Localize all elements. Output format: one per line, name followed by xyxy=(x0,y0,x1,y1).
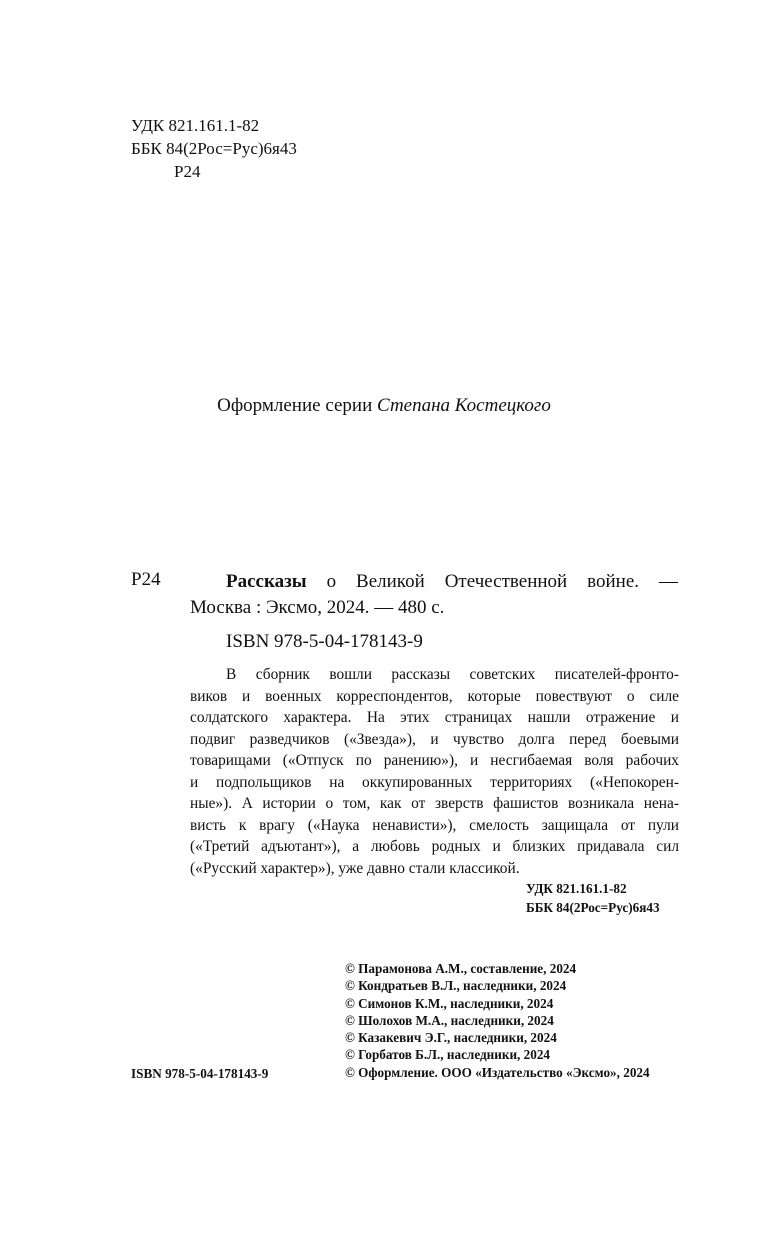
annotation-line: («Русский характер»), уже давно стали классикой. xyxy=(190,859,520,877)
book-title: Рассказы xyxy=(226,571,307,592)
annotation-line: ные»). А истории о том, как от зверств фашистов возникала нена- xyxy=(190,795,679,812)
udk-code: УДК 821.161.1-82 xyxy=(131,116,260,135)
copyright-line: © Казакевич Э.Г., наследники, 2024 xyxy=(345,1030,557,1046)
designer-name: Степана Костецкого xyxy=(377,395,551,416)
copyright-line: © Симонов К.М., наследники, 2024 xyxy=(345,995,554,1011)
bibliographic-record xyxy=(190,569,678,621)
copyright-line: © Горбатов Б.Л., наследники, 2024 xyxy=(345,1047,551,1063)
imprint: Москва : Эксмо, 2024. — 480 с. xyxy=(190,597,445,618)
copyright-line: © Кондратьев В.Л., наследники, 2024 xyxy=(345,978,567,994)
isbn-main: ISBN 978-5-04-178143-9 xyxy=(226,631,423,652)
annotation xyxy=(190,664,679,879)
title-line xyxy=(190,569,678,595)
annotation-classification xyxy=(526,879,660,917)
annotation-line: («Третий адъютант»), а любовь родных и близких придавала сил xyxy=(190,838,679,855)
annotation-line: подвиг разведчиков («Звезда»), и чувство долга перед боевыми xyxy=(190,730,679,748)
isbn-bottom: ISBN 978-5-04-178143-9 xyxy=(131,1066,269,1081)
annotation-line: виков и военных корреспондентов, которые повествуют о силе xyxy=(190,687,679,705)
annotation-bbk: ББК 84(2Рос=Рус)6я43 xyxy=(526,900,660,915)
annotation-line: висть к врагу («Наука ненависти»), смелость защищала от пули xyxy=(190,816,679,834)
author-code: Р24 xyxy=(174,162,201,181)
annotation-line: и подпольщиков на оккупированных территориях («Непокорен- xyxy=(190,773,679,791)
annotation-udk: УДК 821.161.1-82 xyxy=(526,881,627,896)
copyright-list xyxy=(345,960,650,1081)
design-prefix: Оформление серии xyxy=(217,395,373,416)
annotation-line: товарищами («Отпуск по ранению»), и несгибаемая воля рабочих xyxy=(190,752,679,769)
series-design-credit xyxy=(0,395,768,417)
annotation-line: солдатского характера. На этих страницах нашли отражение и xyxy=(190,709,679,726)
copyright-line: © Оформление. ООО «Издательство «Эксмо», 2024 xyxy=(345,1064,650,1080)
copyright-line: © Парамонова А.М., составление, 2024 xyxy=(345,961,577,976)
copyright-line: © Шолохов М.А., наследники, 2024 xyxy=(345,1012,554,1028)
bibliographic-code: Р24 xyxy=(131,569,161,590)
annotation-line: В сборник вошли рассказы советских писателей-фронто- xyxy=(226,666,679,683)
bbk-code: ББК 84(2Рос=Рус)6я43 xyxy=(131,139,297,158)
book-title-rest: о Великой Отечественной войне. — xyxy=(306,571,678,592)
